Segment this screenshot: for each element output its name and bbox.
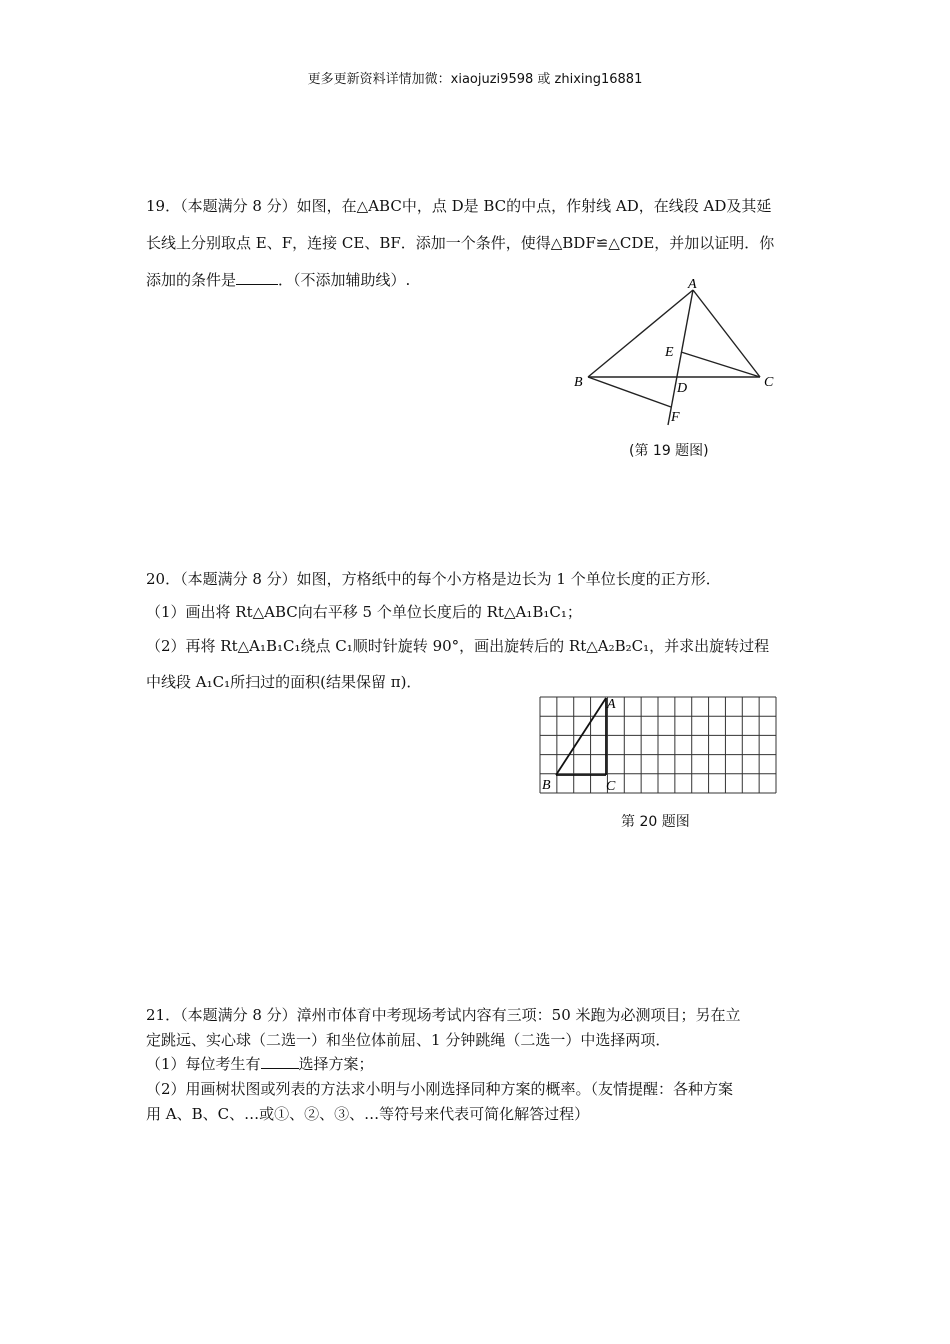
- segment-ab: [556, 698, 606, 775]
- segment-ce: [681, 352, 760, 377]
- q21-line-2: 定跳远、实心球（二选一）和坐位体前屈、1 分钟跳绳（二选一）中选择两项．: [146, 1031, 671, 1049]
- grid-label-b: B: [542, 778, 551, 793]
- q21-line-4: （2）用画树状图或列表的方法求小明与小刚选择同种方案的概率。（友情提醒：各种方案: [146, 1080, 734, 1098]
- q19-caption: (第 19 题图): [629, 443, 709, 459]
- q21-line-3b: 选择方案；: [298, 1055, 374, 1073]
- q19-line-3b: ．（不添加辅助线）.: [278, 271, 411, 289]
- q19-line-3a: 添加的条件是: [146, 271, 237, 289]
- q20-line-3: （2）再将 Rt△A₁B₁C₁绕点 C₁顺时针旋转 90°，画出旋转后的 Rt△A₂B₂C₁，并求出旋转过程: [146, 637, 770, 655]
- label-c: C: [764, 375, 774, 390]
- grid-label-c: C: [606, 779, 616, 794]
- label-b: B: [574, 375, 583, 390]
- label-f: F: [671, 410, 680, 425]
- q19-line-1: 19．（本题满分 8 分）如图，在△ABC中，点 D是 BC的中点，作射线 AD，在线段 AD及其延: [146, 197, 772, 215]
- page-header: 更多更新资料详情加微：xiaojuzi9598 或 zhixing16881: [307, 72, 643, 87]
- label-d: D: [677, 381, 688, 396]
- q20-caption: 第 20 题图: [621, 814, 690, 830]
- label-e: E: [665, 345, 674, 360]
- segment-ab: [588, 290, 693, 377]
- q19-line-2: 长线上分别取点 E、F，连接 CE、BF．添加一个条件，使得△BDF≌△CDE，并加以证明．你: [146, 234, 775, 252]
- q19-triangle-figure: [560, 270, 800, 435]
- q21-line-3a: （1）每位考生有: [146, 1055, 261, 1073]
- q20-line-1: 20．（本题满分 8 分）如图，方格纸中的每个小方格是边长为 1 个单位长度的正方形．: [146, 570, 721, 588]
- answer-blank: [261, 1054, 299, 1069]
- q21-line-3: [146, 1054, 374, 1074]
- q19-line-3: [146, 270, 410, 290]
- q21-line-5: 用 A、B、C、…或①、②、③、…等符号来代表可简化解答过程）: [146, 1105, 590, 1123]
- grid-label-a: A: [607, 697, 616, 712]
- segment-bf: [588, 377, 671, 407]
- label-a: A: [688, 277, 697, 292]
- segment-ac: [693, 290, 760, 377]
- answer-blank: [236, 270, 278, 285]
- q21-line-1: 21．（本题满分 8 分）漳州市体育中考现场考试内容有三项：50 米跑为必测项目；另在立: [146, 1006, 741, 1024]
- q20-grid-figure: [536, 692, 786, 798]
- q20-line-2: （1）画出将 Rt△ABC向右平移 5 个单位长度后的 Rt△A₁B₁C₁；: [146, 603, 582, 621]
- q20-line-4: 中线段 A₁C₁所扫过的面积(结果保留 π)．: [146, 673, 422, 691]
